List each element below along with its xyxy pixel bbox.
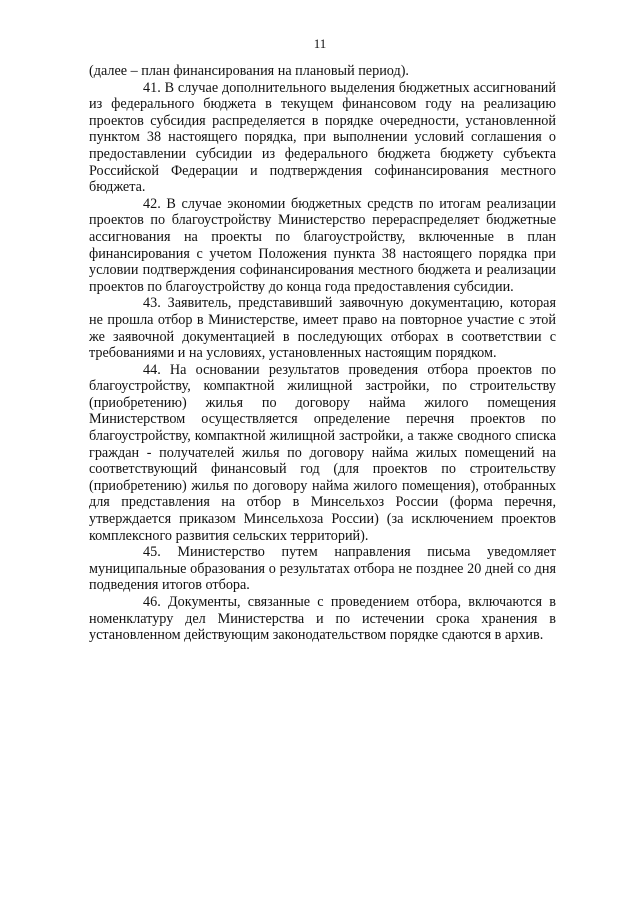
paragraph-43: 43. Заявитель, представивший заявочную документацию, которая не прошла отбор в Министерстве, имеет право на повторное участие с этой же заявочной документацией в последующих отборах в соответствии с требованиями и на условиях, установленных настоящим порядком.	[89, 295, 556, 362]
paragraph-44: 44. На основании результатов проведения отбора проектов по благоустройству, компактной жилищной застройки, по строительству (приобретению) жилья по договору найма жилого помещения Министерством осуществляется определение перечня проектов по благоустройству, компактной жилищной застройки, а также сводного списка граждан - получателей жилья по договору найма жилых помещений на соответствующий финансовый год (для проектов по строительству (приобретению) жилья по договору найма жилого помещения), отобранных для представления на отбор в Минсельхоз России (форма перечня, утверждается приказом Минсельхоза России) (за исключением проектов комплексного развития сельских территорий).	[89, 361, 556, 544]
document-body	[89, 63, 556, 644]
paragraph-continuation: (далее – план финансирования на плановый период).	[89, 63, 409, 79]
page-number: 11	[313, 36, 327, 51]
paragraph-46: 46. Документы, связанные с проведением отбора, включаются в номенклатуру дел Министерства и по истечении срока хранения в установленном действующим законодательством порядке сдаются в архив.	[89, 594, 556, 644]
paragraph-45: 45. Министерство путем направления письма уведомляет муниципальные образования о результатах отбора не позднее 20 дней со дня подведения итогов отбора.	[89, 544, 556, 594]
paragraph-42: 42. В случае экономии бюджетных средств по итогам реализации проектов по благоустройству Министерство перераспределяет бюджетные ассигнования на проекты по благоустройству, включенные в план финансирования с учетом Положения пункта 38 настоящего порядка при условии подтверждения софинансирования местного бюджета и реализации проектов по благоустройству до конца года предоставления субсидии.	[89, 195, 556, 295]
paragraph-41: 41. В случае дополнительного выделения бюджетных ассигнований из федерального бюджета в текущем финансовом году на реализацию проектов субсидия распределяется в порядке очередности, установленной пунктом 38 настоящего порядка, при выполнении условий соглашения о предоставлении субсидии из федерального бюджета бюджету субъекта Российской Федерации и подтверждения софинансирования местного бюджета.	[89, 79, 556, 196]
